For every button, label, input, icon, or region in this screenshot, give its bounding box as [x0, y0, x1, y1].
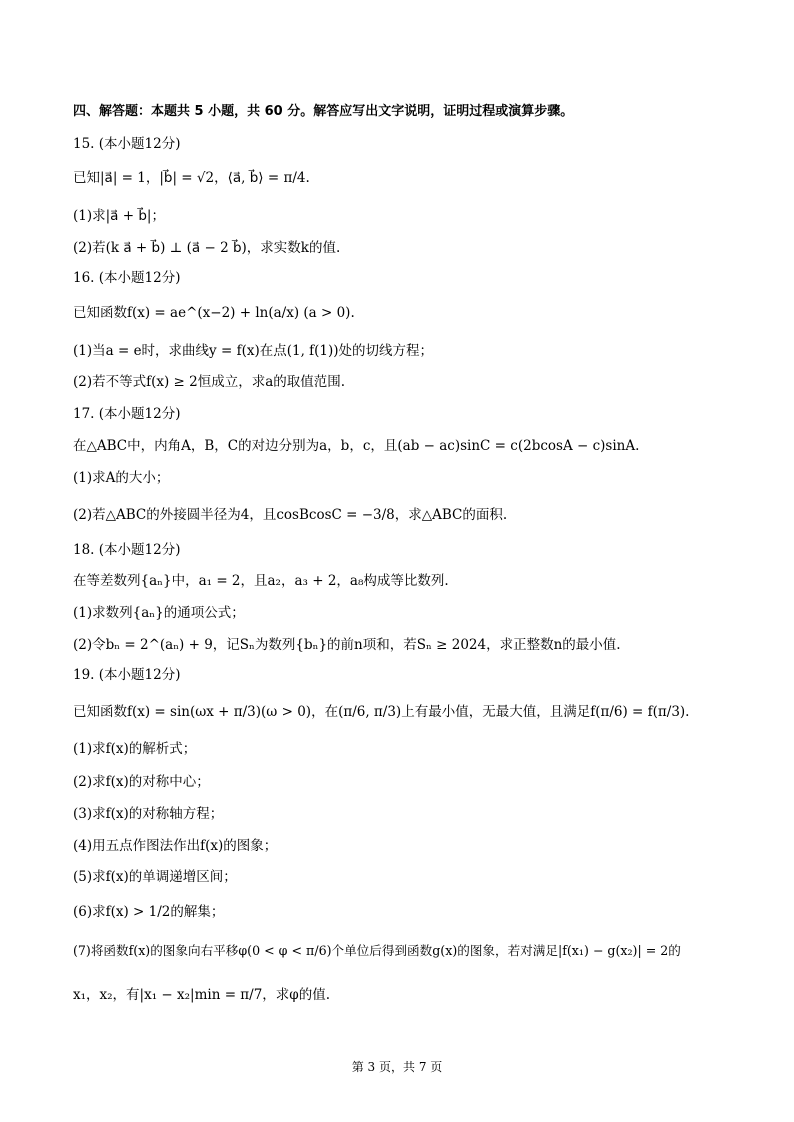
problem-19-header: 19. (本小题12分)	[73, 667, 181, 683]
problem-16-part-1: (1)当a = e时，求曲线y = f(x)在点(1, f(1))处的切线方程；	[73, 343, 434, 359]
problem-18-statement: 在等差数列{aₙ}中，a₁ = 2，且a₂，a₃ + 2，a₈构成等比数列.	[73, 573, 449, 589]
page-footer: 第 3 页，共 7 页	[351, 1060, 443, 1074]
problem-15-part-1: (1)求|a⃗ + b⃗|；	[73, 208, 165, 224]
problem-16-statement: 已知函数f(x) = ae^(x−2) + ln(a/x) (a > 0).	[73, 305, 355, 321]
problem-18-header: 18. (本小题12分)	[73, 542, 181, 558]
problem-19-part-6: (6)求f(x) > 1/2的解集；	[73, 904, 225, 920]
problem-19-part-2: (2)求f(x)的对称中心；	[73, 774, 210, 790]
problem-16-part-2: (2)若不等式f(x) ≥ 2恒成立，求a的取值范围.	[73, 374, 346, 390]
problem-17-statement: 在△ABC中，内角A，B，C的对边分别为a，b，c，且(ab − ac)sinC = c(2bcosA − c)sinA.	[73, 438, 640, 454]
problem-19-part-4: (4)用五点作图法作出f(x)的图象；	[73, 838, 278, 854]
problem-19-statement: 已知函数f(x) = sin(ωx + π/3)(ω > 0)，在(π/6, π/3)上有最小值，无最大值，且满足f(π/6) = f(π/3).	[73, 704, 690, 720]
problem-19-part-3: (3)求f(x)的对称轴方程；	[73, 806, 224, 822]
problem-16-header: 16. (本小题12分)	[73, 270, 181, 286]
section-header: 四、解答题：本题共 5 小题，共 60 分。解答应写出文字说明，证明过程或演算步骤。	[73, 104, 574, 119]
problem-15-part-2: (2)若(k a⃗ + b⃗) ⊥ (a⃗ − 2 b⃗)，求实数k的值.	[73, 240, 341, 256]
problem-19-part-1: (1)求f(x)的解析式；	[73, 741, 197, 757]
problem-15-statement: 已知|a⃗| = 1，|b⃗| = √2，⟨a⃗, b⃗⟩ = π/4.	[73, 170, 310, 186]
problem-19-part-5: (5)求f(x)的单调递增区间；	[73, 869, 237, 885]
problem-19-part-7: (7)将函数f(x)的图象向右平移φ(0 < φ < π/6)个单位后得到函数g(x)的图象，若对满足|f(x₁) − g(x₂)| = 2的	[73, 943, 681, 958]
problem-17-part-2: (2)若△ABC的外接圆半径为4，且cosBcosC = −3/8，求△ABC的面积.	[73, 507, 508, 523]
problem-18-part-1: (1)求数列{aₙ}的通项公式；	[73, 605, 245, 621]
problem-15-header: 15. (本小题12分)	[73, 136, 181, 152]
problem-18-part-2: (2)令bₙ = 2^(aₙ) + 9，记Sₙ为数列{bₙ}的前n项和，若Sₙ ≥ 2024，求正整数n的最小值.	[73, 637, 621, 653]
problem-17-header: 17. (本小题12分)	[73, 406, 181, 422]
problem-19-part-7-cont: x₁，x₂，有|x₁ − x₂|min = π/7，求φ的值.	[73, 987, 331, 1003]
problem-17-part-1: (1)求A的大小；	[73, 470, 170, 486]
